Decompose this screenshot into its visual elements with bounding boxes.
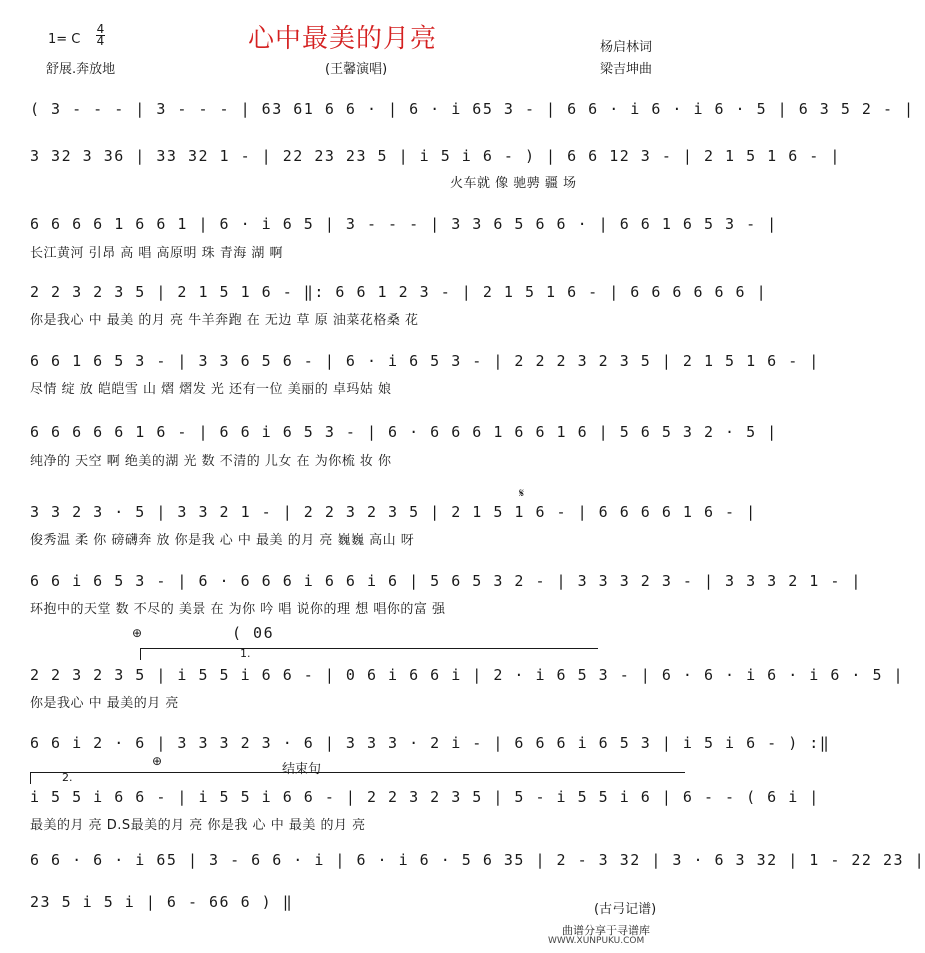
lyrics-row-11: 最美的月 亮 D.S最美的月 亮 你是我 心 中 最美 的月 亮 (30, 818, 366, 833)
notation-row-1: ( 3 - - - | 3 - - - | 63 61 6 6 · | 6 · i 65 3 - | 6 6 · i 6 · i 6 · 5 | 6 3 5 2 - | (30, 100, 915, 118)
volta-2-bracket (30, 772, 165, 773)
lyrics-row-8: 环抱中的天堂 数 不尽的 美景 在 为你 吟 唱 说你的理 想 唱你的富 强 (30, 602, 446, 617)
singer: (王馨演唱) (325, 62, 388, 77)
notation-row-12: 6 6 · 6 · i 65 | 3 - 6 6 · i | 6 · i 6 · 5 6 35 | 2 - 3 32 | 3 · 6 3 32 | 1 - 22 23 | (30, 851, 925, 869)
volta-1-bracket (140, 648, 598, 649)
key-signature: 1= C (48, 32, 81, 47)
segno-mark: 𝄋 (519, 486, 525, 500)
time-signature-top: 4 (96, 22, 105, 36)
notation-row-3: 6 6 6 6 1 6 6 1 | 6 · i 6 5 | 3 - - - | 3 3 6 5 6 6 · | 6 6 1 6 5 3 - | (30, 215, 778, 233)
lyrics-row-4: 你是我心 中 最美 的月 亮 牛羊奔跑 在 无边 草 原 油菜花格桑 花 (30, 313, 419, 328)
notation-row-4: 2 2 3 2 3 5 | 2 1 5 1 6 - ‖: 6 6 1 2 3 - | 2 1 5 1 6 - | 6 6 6 6 6 6 | (30, 283, 768, 301)
ending-label: 结束句 (282, 762, 322, 777)
notation-row-5: 6 6 1 6 5 3 - | 3 3 6 5 6 - | 6 · i 6 5 3 - | 2 2 2 3 2 3 5 | 2 1 5 1 6 - | (30, 352, 820, 370)
ending-rule (165, 772, 685, 773)
song-title: 心中最美的月亮 (248, 24, 438, 54)
notation-row-10: 6 6 i 2 · 6 | 3 3 3 2 3 · 6 | 3 3 3 · 2 i - | 6 6 6 i 6 5 3 | i 5 i 6 - ) :‖ (30, 734, 831, 752)
lyrics-row-3: 长江黄河 引昂 高 唱 高原明 珠 青海 湖 啊 (30, 246, 284, 261)
lyrics-row-5: 尽情 绽 放 皑皑雪 山 熠 熠发 光 还有一位 美丽的 卓玛姑 娘 (30, 382, 392, 397)
coda-mark-2: ⊕ (152, 754, 163, 768)
transcriber-credit: (古弓记谱) (594, 902, 657, 917)
composer: 梁吉坤曲 (600, 62, 653, 77)
watermark-text: 曲谱分享于寻谱库 (562, 924, 650, 937)
lyrics-row-7: 俊秀温 柔 你 磅礴奔 放 你是我 心 中 最美 的月 亮 巍巍 高山 呀 (30, 533, 415, 548)
volta-2-label: 2. (62, 771, 73, 784)
time-signature (96, 24, 105, 47)
intro-pickup: ( 06 (232, 624, 275, 642)
coda-mark: ⊕ (132, 626, 143, 640)
tempo-marking: 舒展.奔放地 (46, 62, 116, 77)
notation-row-13: 23 5 i 5 i | 6 - 66 6 ) ‖ (30, 893, 294, 911)
notation-row-7: 3 3 2 3 · 5 | 3 3 2 1 - | 2 2 3 2 3 5 | 2 1 5 1 6 - | 6 6 6 6 1 6 - | (30, 503, 757, 521)
volta-1-label: 1. (240, 647, 251, 660)
lyrics-row-2: 火车就 像 驰骋 疆 场 (450, 176, 577, 191)
lyricist: 杨启林词 (600, 40, 653, 55)
lyrics-row-9: 你是我心 中 最美的月 亮 (30, 696, 179, 711)
notation-row-9: 2 2 3 2 3 5 | i 5 5 i 6 6 - | 0 6 i 6 6 i | 2 · i 6 5 3 - | 6 · 6 · i 6 · i 6 · 5 | (30, 666, 905, 684)
lyrics-row-6: 纯净的 天空 啊 绝美的湖 光 数 不清的 儿女 在 为你梳 妆 你 (30, 454, 392, 469)
notation-row-11: i 5 5 i 6 6 - | i 5 5 i 6 6 - | 2 2 3 2 3 5 | 5 - i 5 5 i 6 | 6 - - ( 6 i | (30, 788, 820, 806)
notation-row-8: 6 6 i 6 5 3 - | 6 · 6 6 6 i 6 6 i 6 | 5 6 5 3 2 - | 3 3 3 2 3 - | 3 3 3 2 1 - | (30, 572, 862, 590)
volta-2-hook (30, 772, 31, 784)
volta-1-hook (140, 648, 141, 660)
watermark-url: WWW.XUNPUKU.COM (548, 936, 645, 946)
notation-row-6: 6 6 6 6 6 1 6 - | 6 6 i 6 5 3 - | 6 · 6 6 6 1 6 6 1 6 | 5 6 5 3 2 · 5 | (30, 423, 778, 441)
time-signature-bottom: 4 (96, 34, 105, 48)
notation-row-2: 3 32 3 36 | 33 32 1 - | 22 23 23 5 | i 5 i 6 - ) | 6 6 12 3 - | 2 1 5 1 6 - | (30, 147, 841, 165)
